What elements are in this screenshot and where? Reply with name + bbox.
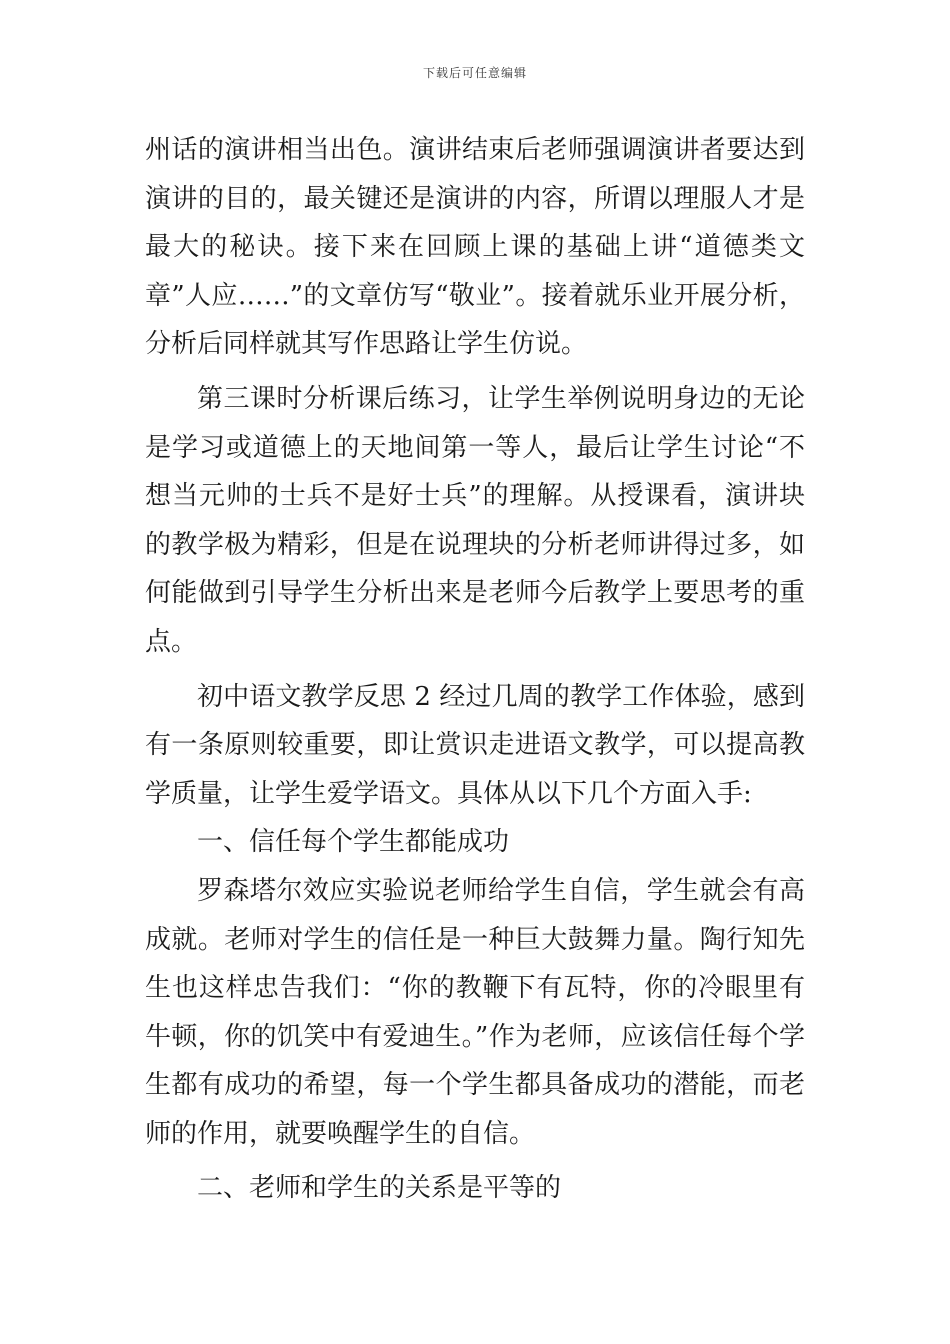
paragraph-4: 罗森塔尔效应实验说老师给学生自信，学生就会有高成就。老师对学生的信任是一种巨大鼓舞力量。陶行知先生也这样忠告我们：“你的教鞭下有瓦特，你的冷眼里有牛顿，你的饥笑中有爱迪生。”作为老师，应该信任每个学生都有成功的希望，每一个学生都具备成功的潜能，而老师的作用，就要唤醒学生的自信。 (145, 875, 805, 1149)
paragraph-1: 州话的演讲相当出色。演讲结束后老师强调演讲者要达到演讲的目的，最关键还是演讲的内容，所谓以理服人才是最大的秘诀。接下来在回顾上课的基础上讲“道德类文章”人应……”的文章仿写“敬业”。接着就乐业开展分析，分析后同样就其写作思路让学生仿说。 (145, 135, 805, 360)
section-heading-1: 一、信任每个学生都能成功 (197, 827, 510, 858)
body-text (145, 126, 805, 1213)
page-header: 下载后可任意编辑 (422, 66, 527, 80)
paragraph-3: 初中语文教学反思 2 经过几周的教学工作体验，感到有一条原则较重要，即让赏识走进语文教学，可以提高教学质量，让学生爱学语文。具体从以下几个方面入手: (145, 681, 805, 809)
section-heading-2: 二、老师和学生的关系是平等的 (197, 1173, 562, 1204)
paragraph-2: 第三课时分析课后练习，让学生举例说明身边的无论是学习或道德上的天地间第一等人，最后让学生讨论“不想当元帅的士兵不是好士兵”的理解。从授课看，演讲块的教学极为精彩，但是在说理块的分析老师讲得过多，如何能做到引导学生分析出来是老师今后教学上要思考的重点。 (145, 383, 805, 657)
